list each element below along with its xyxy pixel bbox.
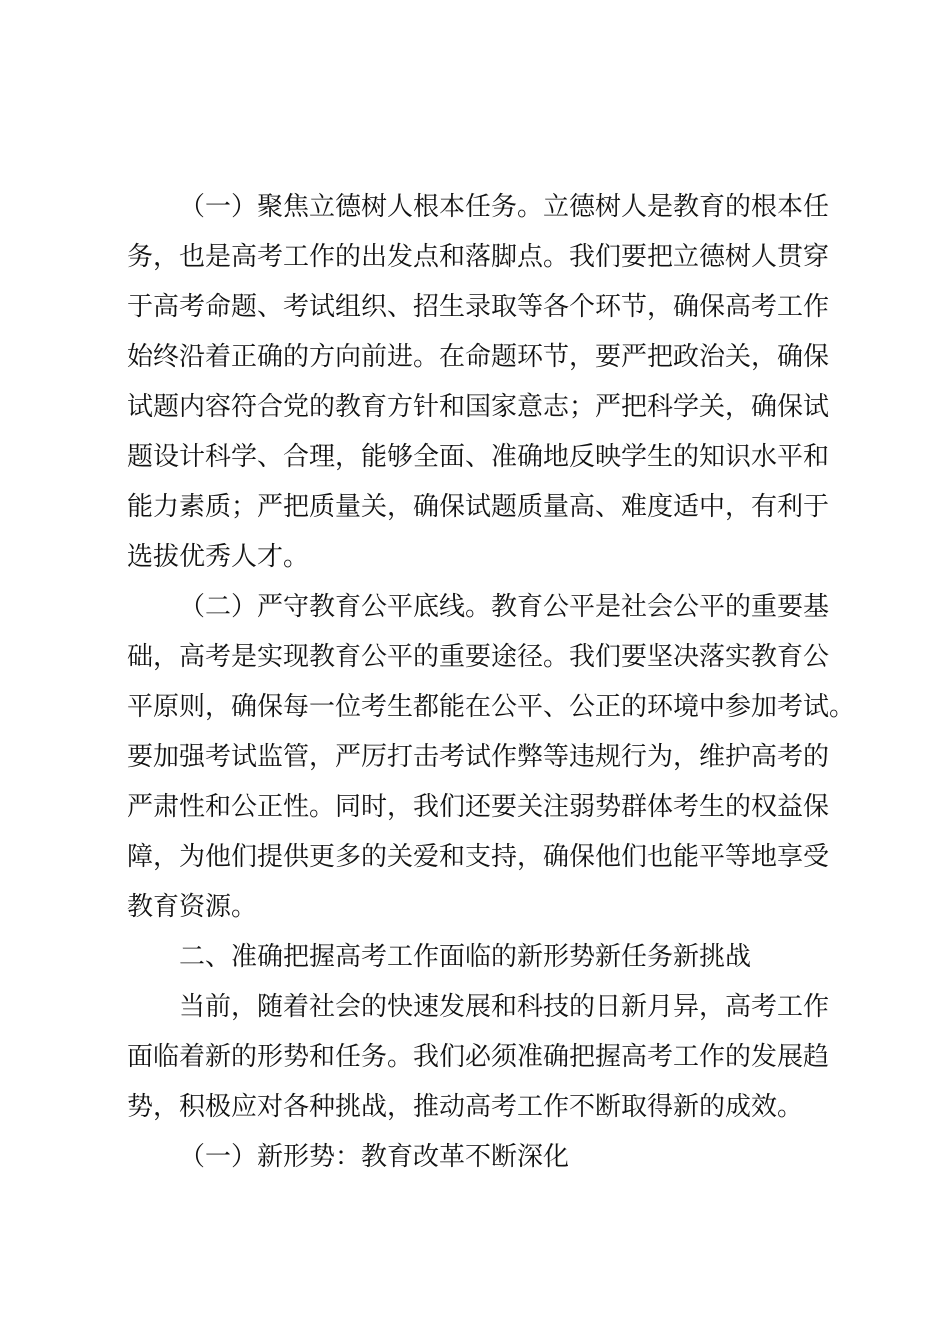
text-line: 选拔优秀人才。 bbox=[127, 542, 310, 572]
text-line: 教育资源。 bbox=[127, 892, 258, 922]
text-line: 础，高考是实现教育公平的重要途径。我们要坚决落实教育公 bbox=[127, 642, 830, 672]
text-line: 平原则，确保每一位考生都能在公平、公正的环境中参加考试。 bbox=[127, 692, 856, 722]
text-line: 当前，随着社会的快速发展和科技的日新月异，高考工作 bbox=[179, 992, 830, 1022]
section-heading-new-situation bbox=[127, 932, 837, 982]
text-line: 能力素质；严把质量关，确保试题质量高、难度适中，有利于 bbox=[127, 492, 830, 522]
para-focus-moral-education bbox=[127, 182, 837, 582]
text-line: 务，也是高考工作的出发点和落脚点。我们要把立德树人贯穿 bbox=[127, 242, 830, 272]
subheading: （一）新形势：教育改革不断深化 bbox=[179, 1142, 570, 1172]
text-line: 障，为他们提供更多的关爱和支持，确保他们也能平等地享受 bbox=[127, 842, 830, 872]
para-current-situation bbox=[127, 982, 837, 1132]
text-line: 势，积极应对各种挑战，推动高考工作不断取得新的成效。 bbox=[127, 1092, 804, 1122]
text-line: 始终沿着正确的方向前进。在命题环节，要严把政治关，确保 bbox=[127, 342, 830, 372]
text-line: （二）严守教育公平底线。教育公平是社会公平的重要基 bbox=[179, 592, 830, 622]
text-line: 严肃性和公正性。同时，我们还要关注弱势群体考生的权益保 bbox=[127, 792, 830, 822]
text-line: 试题内容符合党的教育方针和国家意志；严把科学关，确保试 bbox=[127, 392, 830, 422]
text-line: 要加强考试监管，严厉打击考试作弊等违规行为，维护高考的 bbox=[127, 742, 830, 772]
document-body bbox=[127, 182, 856, 1182]
text-line: 于高考命题、考试组织、招生录取等各个环节，确保高考工作 bbox=[127, 292, 830, 322]
text-line: 题设计科学、合理，能够全面、准确地反映学生的知识水平和 bbox=[127, 442, 830, 472]
text-line: 面临着新的形势和任务。我们必须准确把握高考工作的发展趋 bbox=[127, 1042, 830, 1072]
section-heading: 二、准确把握高考工作面临的新形势新任务新挑战 bbox=[179, 942, 752, 972]
para-education-fairness bbox=[127, 582, 856, 932]
text-line: （一）聚焦立德树人根本任务。立德树人是教育的根本任 bbox=[179, 192, 830, 222]
subheading-education-reform bbox=[127, 1132, 837, 1182]
